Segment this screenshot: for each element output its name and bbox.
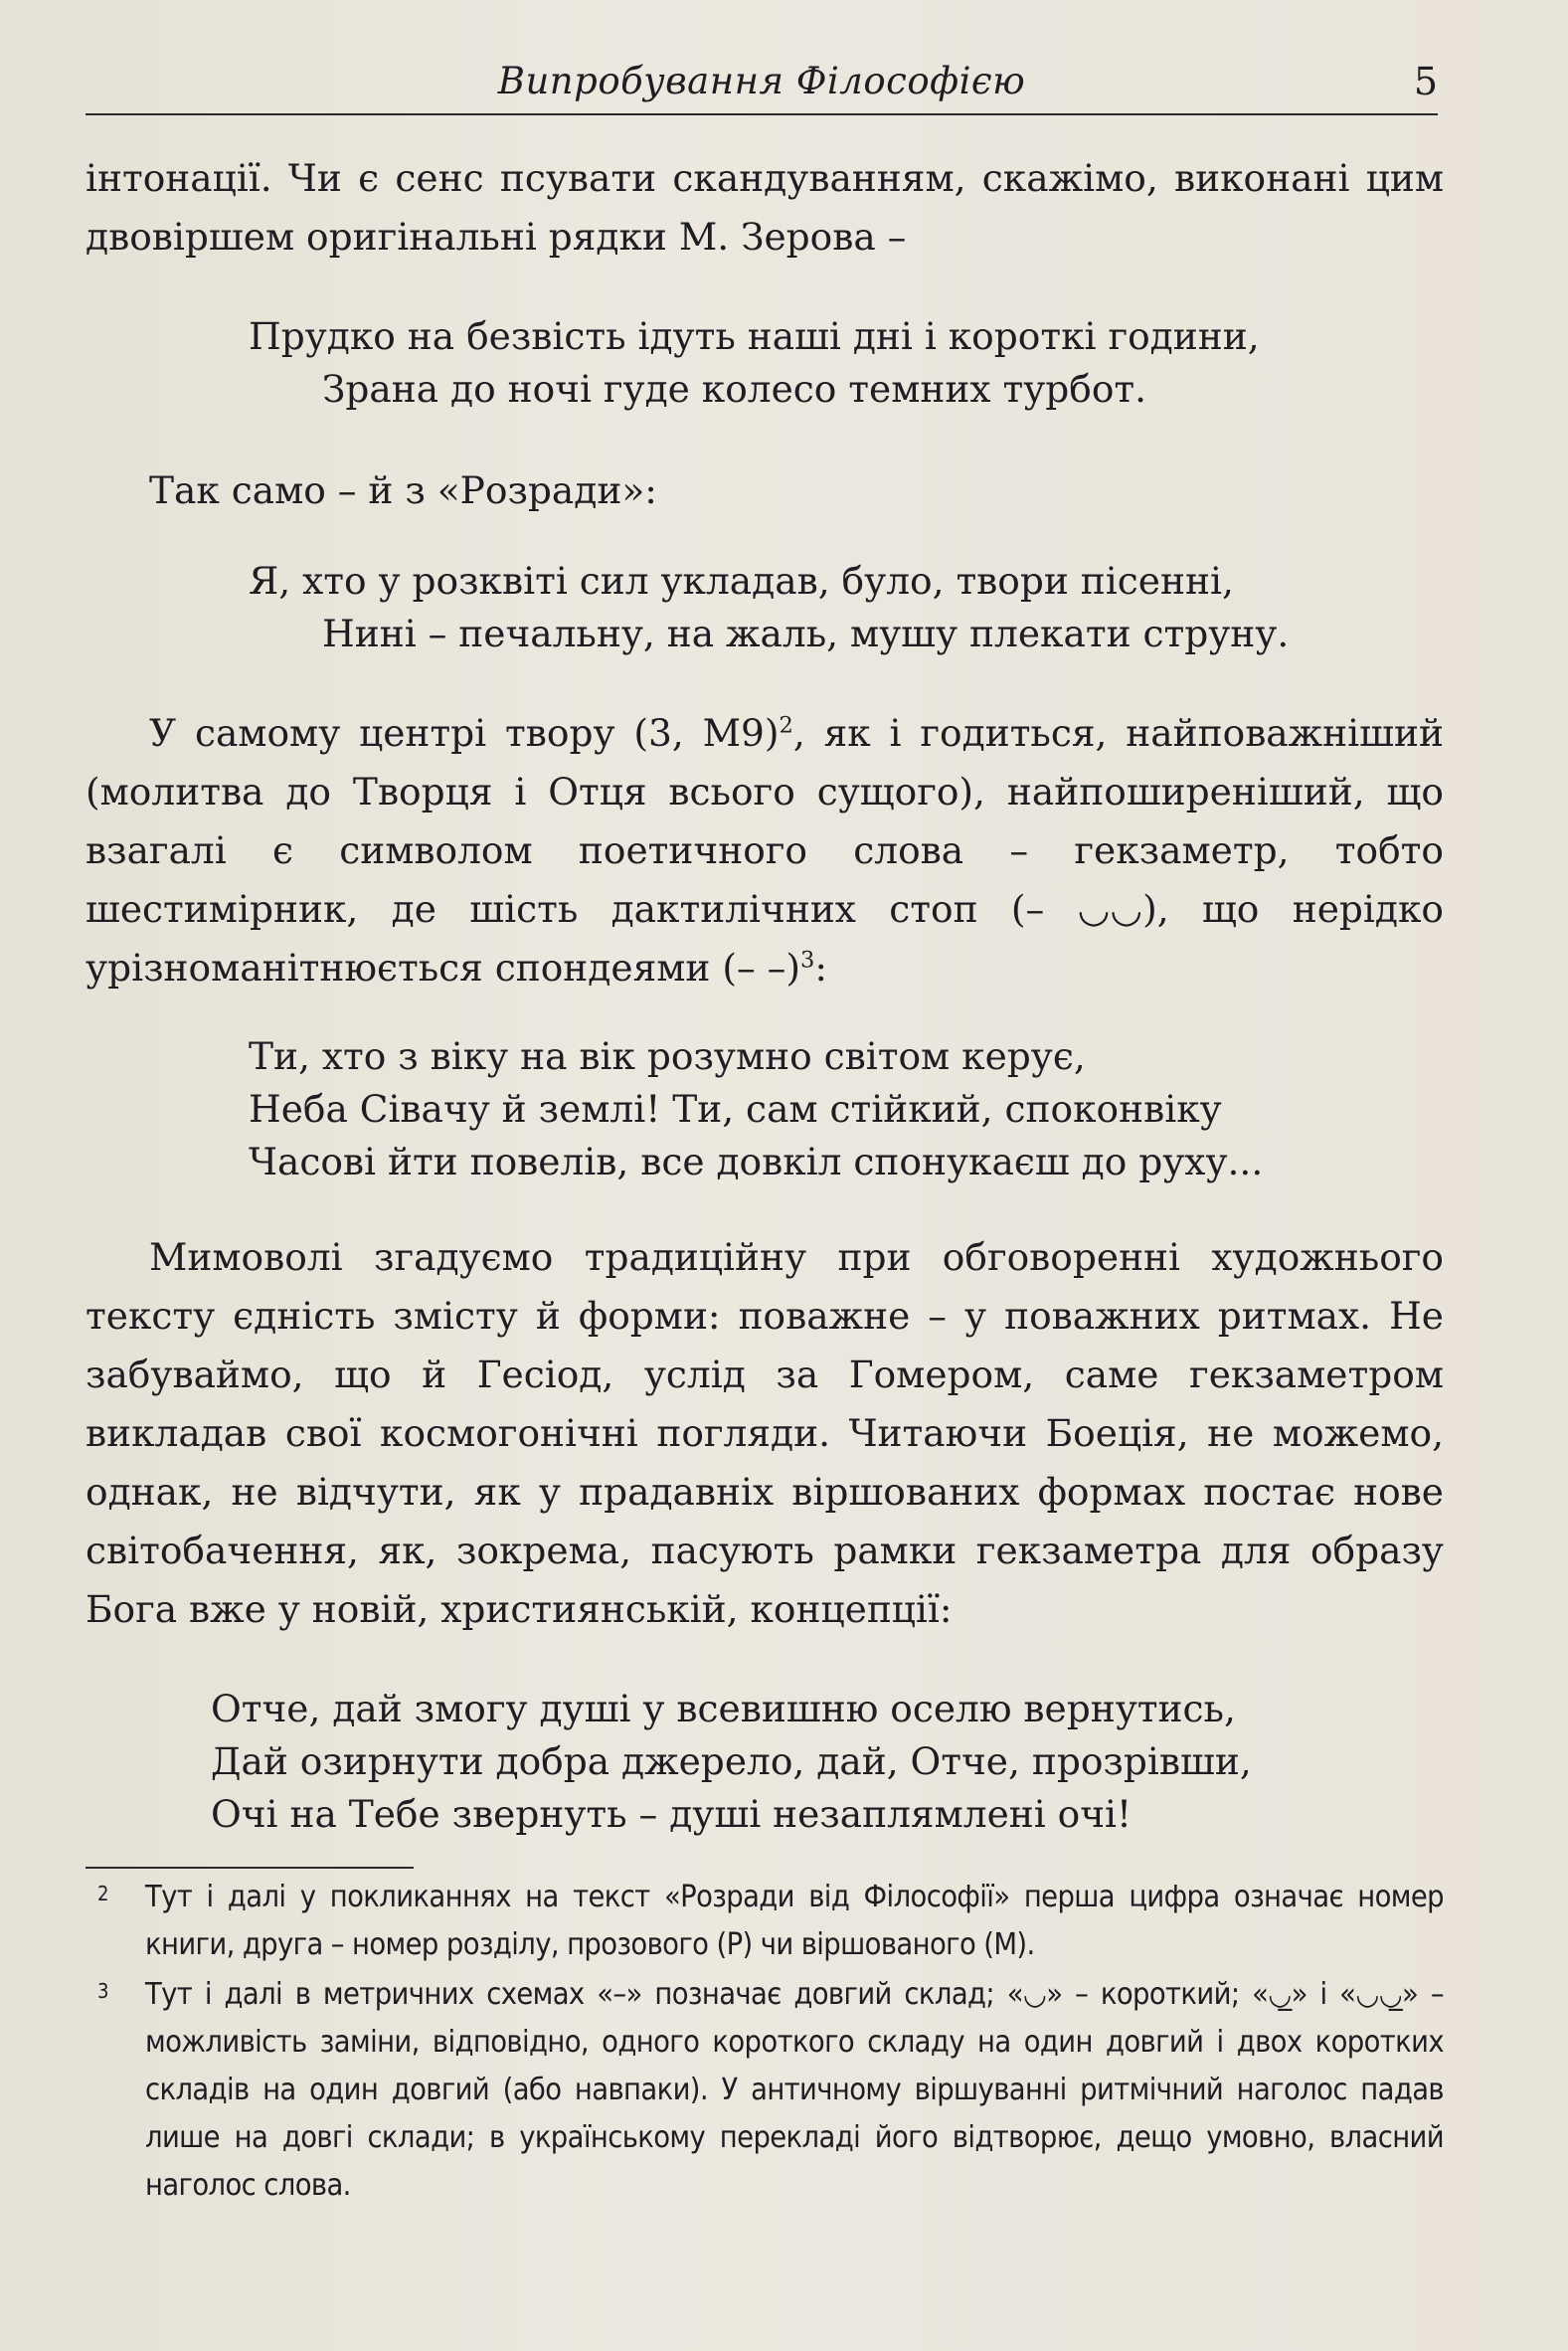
- footnote-3: [86, 1971, 1444, 2210]
- paragraph-2: [86, 461, 1444, 520]
- footnote-mark: 2: [97, 1882, 108, 1905]
- verse-line: Прудко на безвість ідуть наші дні і короткі години,: [249, 314, 1260, 358]
- running-title: Випробування Філософією: [497, 60, 1026, 102]
- paragraph-3-text-c: :: [814, 946, 827, 990]
- footnote-separator: [86, 1867, 414, 1869]
- paragraph-3: [86, 704, 1444, 997]
- verse-line: Неба Сівачу й землі! Ти, сам стійкий, споконвіку: [249, 1087, 1222, 1131]
- verse-line: Нині – печальну, на жаль, мушу плекати струну.: [322, 612, 1290, 655]
- verse-zerov: [249, 310, 1260, 416]
- footnotes: [86, 1874, 1444, 2212]
- paragraph-3-text-b: , як і годиться, найповажніший (молитва до Творця і Отця всього сущого), найпоширеніший, що взагалі є символом поетичного слова – гекзаметр, тобто шестимірник, де шість дактилічних стоп (– ◡◡), що нерідко урізноманітнюється спондеями (– –): [86, 711, 1444, 990]
- paragraph-2-text: Так само – й з «Розради»:: [149, 468, 657, 512]
- verse-consolation: [249, 555, 1289, 660]
- footnote-text: Тут і далі в метричних схемах «–» позначає довгий склад; «◡» – короткий; «◡̲» і «◡◡̲» – можливість заміни, відповідно, одного короткого складу на один довгий і двох коротких складів на один довгий (або навпаки). У античному віршуванні ритмічний наголос падав лише на довгі склади; в українському перекладі його відтворює, дещо умовно, власний наголос слова.: [145, 1977, 1444, 2203]
- footnote-ref-2[interactable]: 2: [779, 712, 793, 739]
- verse-line: Ти, хто з віку на вік розумно світом керує,: [249, 1034, 1086, 1078]
- paragraph-1-text: інтонації. Чи є сенс псувати скандуванням, скажімо, виконані цим двовіршем оригінальні рядки М. Зерова –: [86, 156, 1444, 259]
- footnote-2: [86, 1874, 1444, 1969]
- verse-line: Дай озирнути добра джерело, дай, Отче, прозрівши,: [211, 1739, 1252, 1783]
- paragraph-1: [86, 149, 1444, 267]
- paragraph-4-text: Мимоволі згадуємо традиційну при обговоренні художнього тексту єдність змісту й форми: поважне – у поважних ритмах. Не забуваймо, що й Гесіод, услід за Гомером, саме гекзаметром викладав свої космогонічні погляди. Читаючи Боеція, не можемо, однак, не відчути, як у прадавніх віршованих формах постає нове світобачення, як, зокрема, пасують рамки гекзаметра для образу Бога вже у новій, християнській, концепції:: [86, 1235, 1444, 1631]
- footnote-mark: 3: [97, 1979, 108, 2003]
- running-header: [86, 52, 1438, 115]
- footnote-text: Тут і далі у покликаннях на текст «Розради від Філософії» перша цифра означає номер книги, друга – номер розділу, прозового (Р) чи віршованого (М).: [145, 1880, 1444, 1962]
- verse-line: Я, хто у розквіті сил укладав, було, твори пісенні,: [249, 559, 1234, 603]
- paragraph-4: [86, 1228, 1444, 1639]
- verse-line: Часові йти повелів, все довкіл спонукаєш до руху...: [249, 1140, 1264, 1183]
- verse-father: [211, 1683, 1252, 1841]
- verse-line: Очі на Тебе звернуть – душі незаплямлені очі!: [211, 1792, 1132, 1836]
- verse-prayer: [249, 1030, 1263, 1188]
- footnote-ref-3[interactable]: 3: [800, 947, 815, 974]
- verse-line: Зрана до ночі гуде колесо темних турбот.: [322, 367, 1147, 411]
- paragraph-3-text-a: У самому центрі твору (3, М9): [149, 711, 780, 755]
- page-number: 5: [1413, 60, 1438, 103]
- verse-line: Отче, дай змогу душі у всевишню оселю вернутись,: [211, 1687, 1236, 1730]
